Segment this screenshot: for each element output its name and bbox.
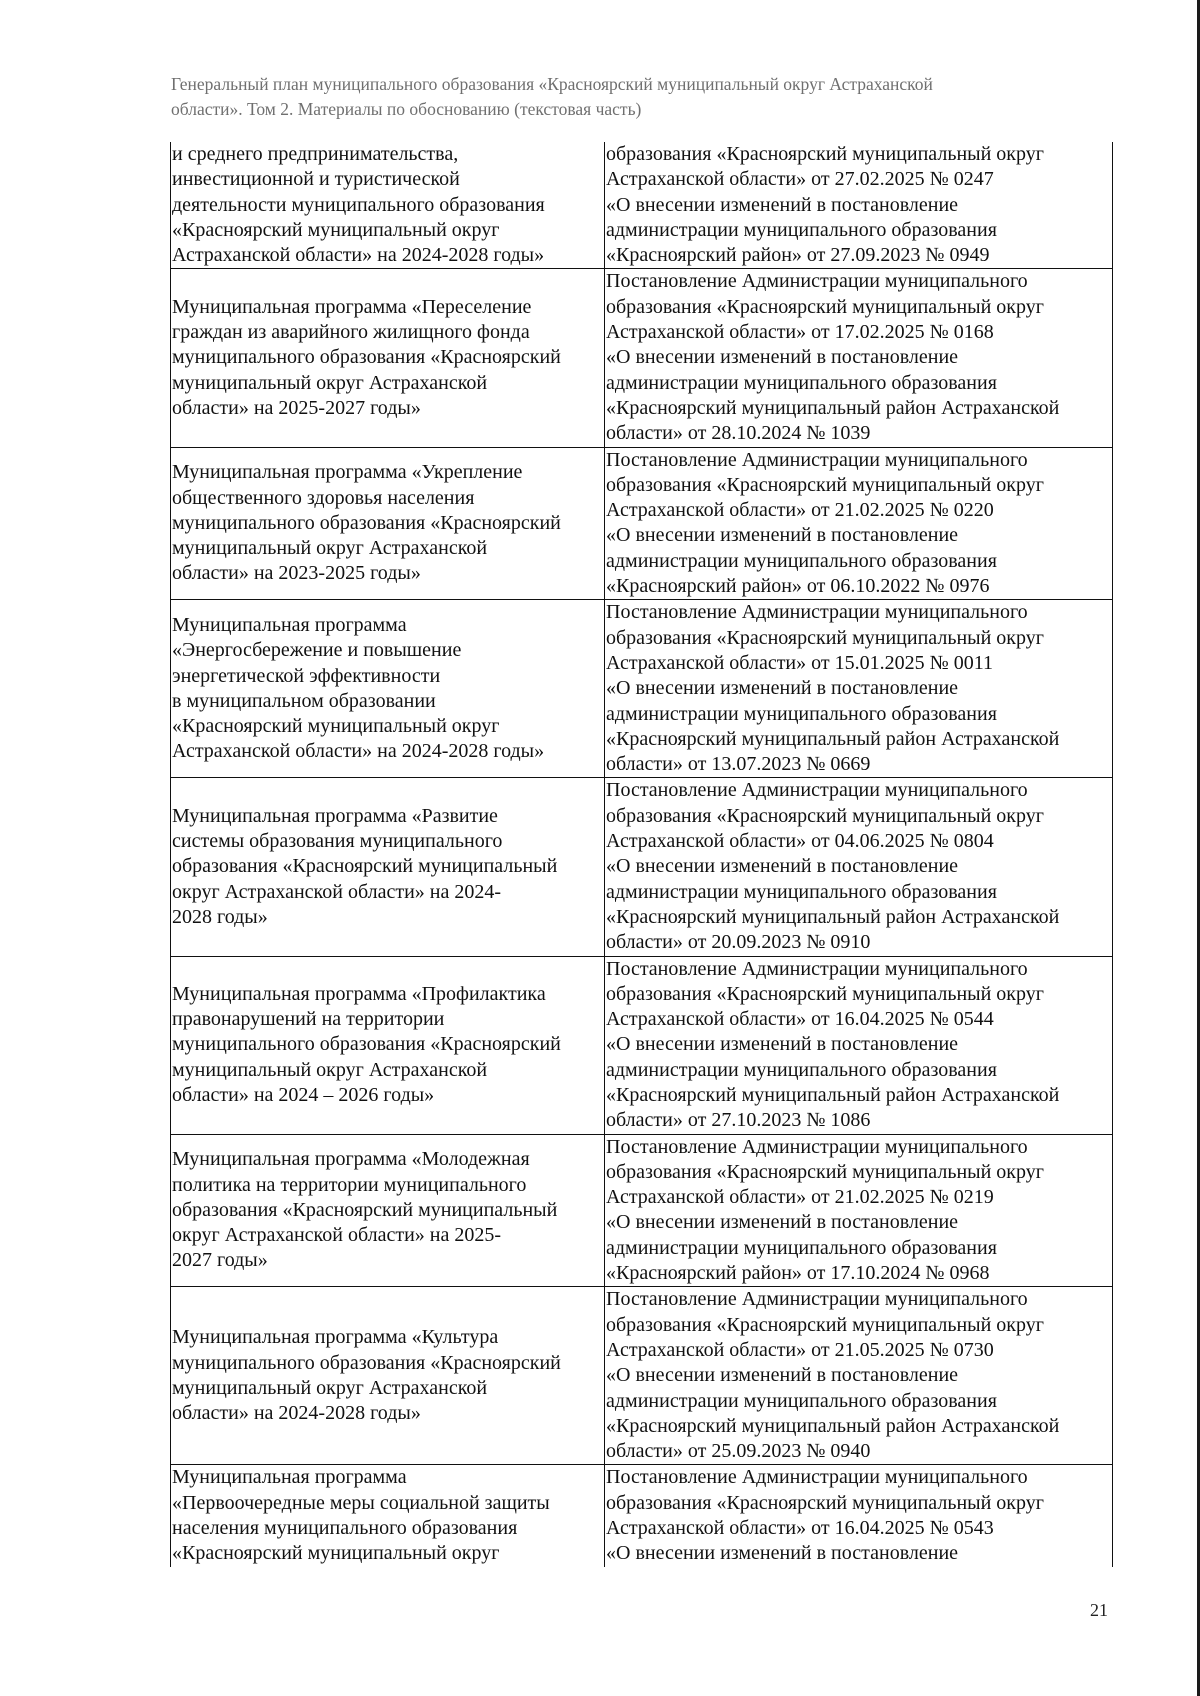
table-row <box>171 600 1113 778</box>
table-row <box>171 1287 1113 1465</box>
program-cell-line: «Первоочередные меры социальной защиты <box>172 1491 550 1514</box>
resolution-cell <box>605 269 1113 447</box>
resolution-cell-line: образования «Красноярский муниципальный округ <box>606 982 1044 1005</box>
resolution-cell-line: области» от 27.10.2023 № 1086 <box>606 1109 871 1132</box>
resolution-cell-line: «Красноярский район» от 06.10.2022 № 0976 <box>606 575 990 598</box>
resolution-cell-line: образования «Красноярский муниципальный округ <box>606 473 1044 496</box>
program-cell-line: муниципальный округ Астраханской <box>172 1058 488 1081</box>
resolution-cell-line: Астраханской области» от 21.05.2025 № 0730 <box>606 1338 994 1361</box>
program-cell-line: Муниципальная программа «Переселение <box>172 295 532 318</box>
program-cell-line: и среднего предпринимательства, <box>172 143 459 165</box>
resolution-cell-line: Постановление Администрации муниципального <box>606 779 1028 802</box>
program-cell-line: инвестиционной и туристической <box>172 168 460 191</box>
resolution-cell-line: области» от 25.09.2023 № 0940 <box>606 1440 871 1463</box>
program-cell <box>171 1134 605 1287</box>
resolution-cell-line: «О внесении изменений в постановление <box>606 677 959 700</box>
program-cell-line: области» на 2024-2028 годы» <box>172 1402 421 1425</box>
program-cell-line: муниципальный округ Астраханской <box>172 1376 488 1399</box>
resolution-cell-line: «О внесении изменений в постановление <box>606 1033 959 1056</box>
table-row <box>171 778 1113 956</box>
program-cell <box>171 1287 605 1465</box>
programs-table <box>170 142 1113 1567</box>
resolution-cell-line: Астраханской области» от 15.01.2025 № 0011 <box>606 651 993 674</box>
program-cell-line: Муниципальная программа <box>172 613 407 636</box>
program-cell-line: правонарушений на территории <box>172 1008 445 1031</box>
program-cell-line: населения муниципального образования <box>172 1517 518 1540</box>
resolution-cell-line: «О внесении изменений в постановление <box>606 1364 959 1387</box>
program-cell-line: муниципального образования «Красноярский <box>172 511 561 534</box>
program-cell-line: образования «Красноярский муниципальный <box>172 855 558 878</box>
resolution-cell-line: образования «Красноярский муниципальный округ <box>606 1160 1044 1183</box>
resolution-cell-line: Постановление Администрации муниципального <box>606 1466 1028 1489</box>
resolution-cell-line: «О внесении изменений в постановление <box>606 1542 959 1565</box>
table-row <box>171 1465 1113 1567</box>
resolution-cell-line: администрации муниципального образования <box>606 549 997 572</box>
program-cell-line: политика на территории муниципального <box>172 1173 527 1196</box>
resolution-cell <box>605 142 1113 269</box>
resolution-cell <box>605 1465 1113 1567</box>
program-cell-line: области» на 2023-2025 годы» <box>172 562 421 585</box>
program-cell-line: системы образования муниципального <box>172 830 503 853</box>
program-cell-line: Муниципальная программа «Развитие <box>172 804 498 827</box>
resolution-cell-line: «О внесении изменений в постановление <box>606 524 959 547</box>
program-cell-line: Муниципальная программа «Молодежная <box>172 1148 530 1171</box>
table-row <box>171 1134 1113 1287</box>
resolution-cell-line: образования «Красноярский муниципальный округ <box>606 626 1044 649</box>
program-cell <box>171 269 605 447</box>
table-row <box>171 956 1113 1134</box>
program-cell-line: муниципальный округ Астраханской <box>172 537 488 560</box>
resolution-cell <box>605 600 1113 778</box>
running-header-line-2: области». Том 2. Материалы по обоснованию (текстовая часть) <box>171 99 642 119</box>
resolution-cell-line: администрации муниципального образования <box>606 1389 997 1412</box>
resolution-cell <box>605 778 1113 956</box>
resolution-cell-line: Астраханской области» от 16.04.2025 № 0544 <box>606 1008 994 1031</box>
running-header-line-1: Генеральный план муниципального образования «Красноярский муниципальный округ Астраханской <box>171 74 933 94</box>
resolution-cell <box>605 1287 1113 1465</box>
program-cell <box>171 956 605 1134</box>
program-cell-line: «Красноярский муниципальный округ <box>172 218 500 241</box>
table-row <box>171 142 1113 269</box>
resolution-cell-line: «Красноярский муниципальный район Астраханской <box>606 727 1060 750</box>
running-header <box>171 72 1115 122</box>
resolution-cell-line: образования «Красноярский муниципальный округ <box>606 143 1044 165</box>
program-cell-line: округ Астраханской области» на 2024- <box>172 880 502 903</box>
program-cell-line: «Энергосбережение и повышение <box>172 639 462 662</box>
resolution-cell-line: администрации муниципального образования <box>606 1236 997 1259</box>
resolution-cell-line: образования «Красноярский муниципальный округ <box>606 1313 1044 1336</box>
resolution-cell-line: области» от 20.09.2023 № 0910 <box>606 931 871 954</box>
program-cell <box>171 778 605 956</box>
resolution-cell-line: администрации муниципального образования <box>606 371 997 394</box>
resolution-cell-line: области» от 28.10.2024 № 1039 <box>606 422 871 445</box>
page-number: 21 <box>1090 1600 1108 1620</box>
program-cell-line: «Красноярский муниципальный округ <box>172 715 500 738</box>
program-cell-line: образования «Красноярский муниципальный <box>172 1198 558 1221</box>
program-cell <box>171 600 605 778</box>
program-cell-line: 2027 годы» <box>172 1249 268 1272</box>
program-cell <box>171 1465 605 1567</box>
resolution-cell-line: образования «Красноярский муниципальный округ <box>606 804 1044 827</box>
resolution-cell-line: Астраханской области» от 16.04.2025 № 0543 <box>606 1517 994 1540</box>
program-cell-line: муниципального образования «Красноярский <box>172 1351 561 1374</box>
resolution-cell-line: Постановление Администрации муниципального <box>606 448 1028 471</box>
resolution-cell-line: Постановление Администрации муниципального <box>606 1135 1028 1158</box>
program-cell-line: энергетической эффективности <box>172 664 441 687</box>
resolution-cell-line: образования «Красноярский муниципальный округ <box>606 295 1044 318</box>
program-cell-line: муниципального образования «Красноярский <box>172 1033 561 1056</box>
program-cell-line: «Красноярский муниципальный округ <box>172 1542 500 1565</box>
program-cell-line: Муниципальная программа «Культура <box>172 1326 499 1349</box>
resolution-cell-line: Астраханской области» от 27.02.2025 № 0247 <box>606 168 994 191</box>
resolution-cell-line: «Красноярский муниципальный район Астраханской <box>606 396 1060 419</box>
resolution-cell-line: Астраханской области» от 04.06.2025 № 0804 <box>606 830 994 853</box>
resolution-cell-line: «О внесении изменений в постановление <box>606 855 959 878</box>
resolution-cell-line: администрации муниципального образования <box>606 1058 997 1081</box>
program-cell-line: Муниципальная программа «Профилактика <box>172 982 546 1005</box>
resolution-cell-line: Астраханской области» от 21.02.2025 № 0220 <box>606 499 994 522</box>
resolution-cell-line: «О внесении изменений в постановление <box>606 193 959 216</box>
program-cell-line: Муниципальная программа <box>172 1466 407 1489</box>
resolution-cell-line: Постановление Администрации муниципального <box>606 601 1028 624</box>
program-cell-line: 2028 годы» <box>172 905 268 928</box>
program-cell-line: округ Астраханской области» на 2025- <box>172 1224 502 1247</box>
program-cell-line: деятельности муниципального образования <box>172 193 545 216</box>
resolution-cell <box>605 447 1113 600</box>
program-cell <box>171 142 605 269</box>
resolution-cell-line: «О внесении изменений в постановление <box>606 1211 959 1234</box>
resolution-cell-line: «О внесении изменений в постановление <box>606 346 959 369</box>
resolution-cell-line: «Красноярский район» от 17.10.2024 № 0968 <box>606 1262 990 1285</box>
table-row <box>171 269 1113 447</box>
resolution-cell-line: Постановление Администрации муниципального <box>606 957 1028 980</box>
resolution-cell-line: администрации муниципального образования <box>606 218 997 241</box>
program-cell-line: в муниципальном образовании <box>172 689 436 712</box>
resolution-cell <box>605 956 1113 1134</box>
resolution-cell-line: «Красноярский муниципальный район Астраханской <box>606 905 1060 928</box>
resolution-cell-line: «Красноярский муниципальный район Астраханской <box>606 1414 1060 1437</box>
resolution-cell-line: администрации муниципального образования <box>606 702 997 725</box>
program-cell-line: граждан из аварийного жилищного фонда <box>172 321 530 344</box>
program-cell-line: общественного здоровья населения <box>172 486 475 509</box>
program-cell-line: Астраханской области» на 2024-2028 годы» <box>172 740 545 763</box>
resolution-cell-line: «Красноярский муниципальный район Астраханской <box>606 1083 1060 1106</box>
table-row <box>171 447 1113 600</box>
resolution-cell-line: «Красноярский район» от 27.09.2023 № 0949 <box>606 244 990 267</box>
resolution-cell-line: администрации муниципального образования <box>606 880 997 903</box>
resolution-cell-line: образования «Красноярский муниципальный округ <box>606 1491 1044 1514</box>
program-cell-line: области» на 2024 – 2026 годы» <box>172 1083 435 1106</box>
resolution-cell-line: Астраханской области» от 17.02.2025 № 0168 <box>606 321 994 344</box>
program-cell-line: Муниципальная программа «Укрепление <box>172 461 523 484</box>
program-cell-line: муниципальный округ Астраханской <box>172 371 488 394</box>
programs-table-body <box>171 142 1113 1567</box>
program-cell-line: муниципального образования «Красноярский <box>172 346 561 369</box>
resolution-cell-line: Постановление Администрации муниципального <box>606 270 1028 293</box>
program-cell-line: Астраханской области» на 2024-2028 годы» <box>172 244 545 267</box>
resolution-cell-line: Астраханской области» от 21.02.2025 № 0219 <box>606 1186 994 1209</box>
resolution-cell-line: области» от 13.07.2023 № 0669 <box>606 753 871 776</box>
resolution-cell <box>605 1134 1113 1287</box>
resolution-cell-line: Постановление Администрации муниципального <box>606 1288 1028 1311</box>
program-cell <box>171 447 605 600</box>
program-cell-line: области» на 2025-2027 годы» <box>172 396 421 419</box>
